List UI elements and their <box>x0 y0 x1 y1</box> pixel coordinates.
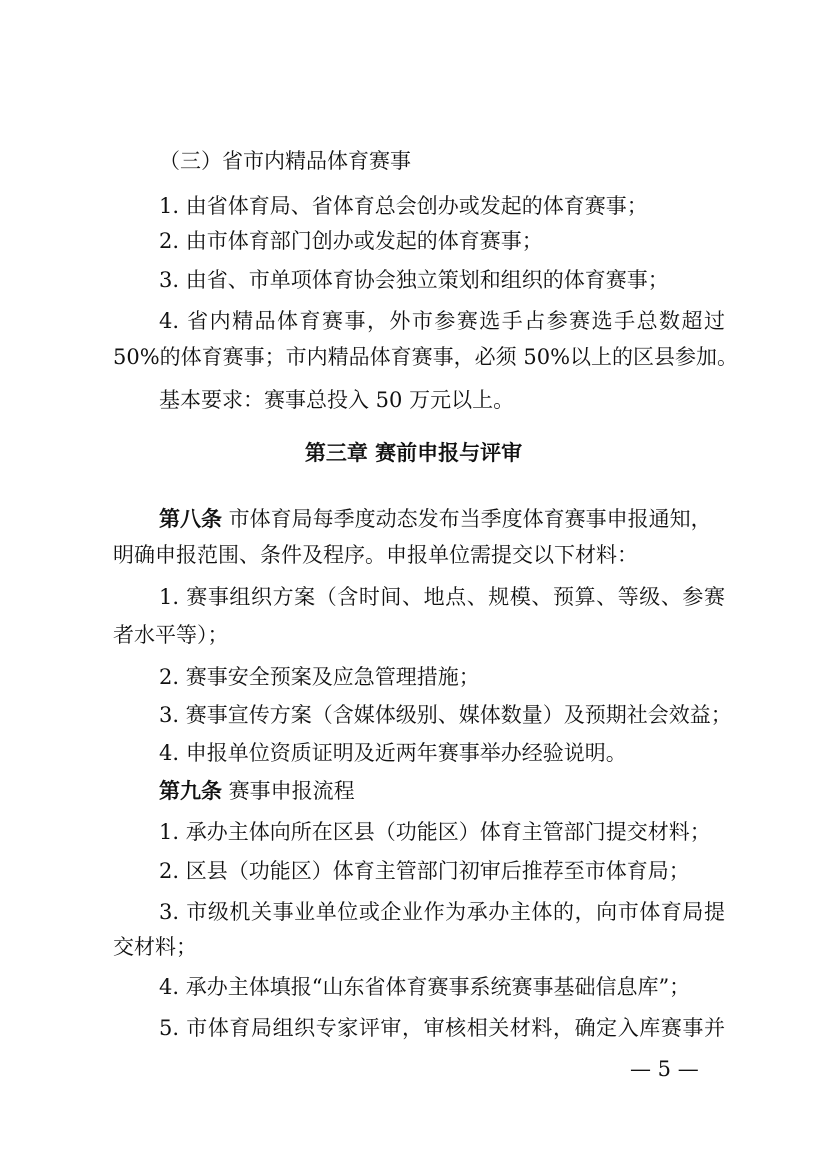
list-item: 2. 区县（功能区）体育主管部门初审后推荐至市体育局； <box>159 859 690 883</box>
list-item: 5. 市体育局组织专家评审，审核相关材料，确定入库赛事并 <box>159 1016 725 1040</box>
paragraph-continuation: 50%的体育赛事；市内精品体育赛事，必须 50%以上的区县参加。 <box>113 345 739 369</box>
list-item: 2. 由市体育部门创办或发起的体育赛事； <box>159 229 543 253</box>
chapter-title: 第三章 赛前申报与评审 <box>304 441 523 465</box>
list-item: 3. 赛事宣传方案（含媒体级别、媒体数量）及预期社会效益； <box>159 703 732 727</box>
paragraph-continuation: 交材料； <box>113 935 197 959</box>
article-8-text: 市体育局每季度动态发布当季度体育赛事申报通知， <box>222 507 712 531</box>
list-item: 4. 承办主体填报“山东省体育赛事系统赛事基础信息库”； <box>159 975 691 999</box>
list-item: 1. 赛事组织方案（含时间、地点、规模、预算、等级、参赛 <box>159 585 725 609</box>
article-9-label: 第九条 <box>159 779 222 803</box>
paragraph-continuation: 者水平等）； <box>113 623 229 647</box>
list-item: 3. 由省、市单项体育协会独立策划和组织的体育赛事； <box>159 268 669 292</box>
list-item: 2. 赛事安全预案及应急管理措施； <box>159 665 480 689</box>
article-8-line-1 <box>159 504 725 534</box>
list-item: 1. 承办主体向所在区县（功能区）体育主管部门提交材料； <box>159 820 711 844</box>
list-item: 1. 由省体育局、省体育总会创办或发起的体育赛事； <box>159 194 648 218</box>
page-number: — 5 — <box>630 1057 699 1081</box>
article-8-line-2: 明确申报范围、条件及程序。申报单位需提交以下材料： <box>113 543 638 567</box>
article-8-label: 第八条 <box>159 507 222 531</box>
list-item: 4. 申报单位资质证明及近两年赛事举办经验说明。 <box>159 741 627 765</box>
article-9-text: 赛事申报流程 <box>222 779 355 803</box>
list-item: 3. 市级机关事业单位或企业作为承办主体的，向市体育局提 <box>159 900 725 924</box>
requirement-text: 基本要求：赛事总投入 50 万元以上。 <box>159 388 515 412</box>
list-item: 4. 省内精品体育赛事，外市参赛选手占参赛选手总数超过 <box>159 309 725 333</box>
section-heading: （三）省市内精品体育赛事 <box>159 149 411 173</box>
article-9-line <box>159 776 725 806</box>
